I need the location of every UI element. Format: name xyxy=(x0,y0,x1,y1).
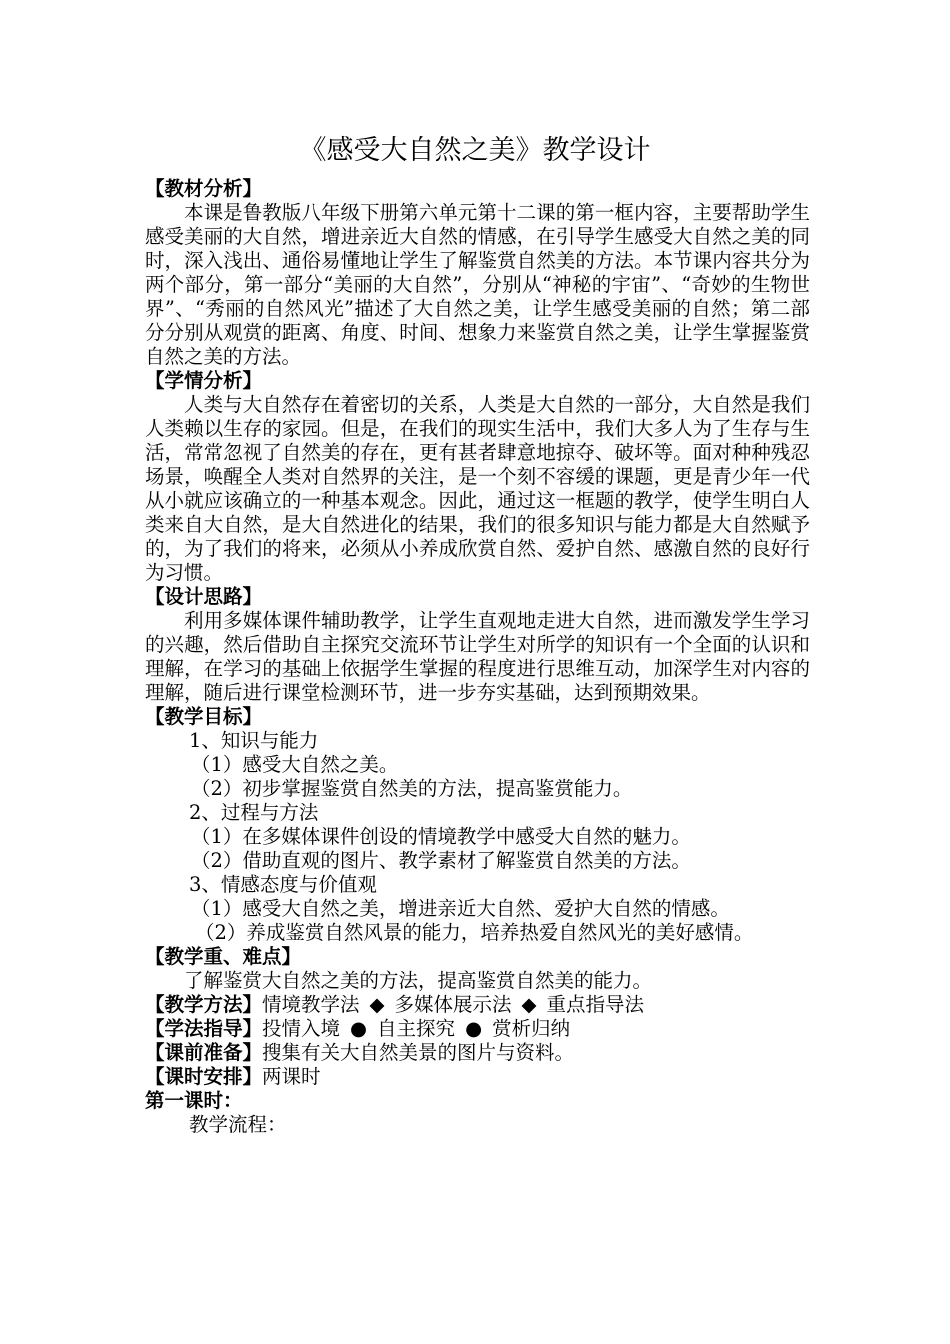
page-title: 《感受大自然之美》教学设计 xyxy=(299,135,651,166)
section-heading-keypoints: 【教学重、难点】 xyxy=(145,945,302,968)
goal-item: （1）感受大自然之美，增进亲近大自然、爱护大自然的情感。 xyxy=(191,897,730,920)
circle-bullet-icon: ● xyxy=(350,1017,368,1040)
section-heading-methods: 【教学方法】 xyxy=(145,993,263,1016)
goal-item: （1）在多媒体课件创设的情境教学中感受大自然的魅力。 xyxy=(191,825,691,848)
material-paragraph: 本课是鲁教版八年级下册第六单元第十二课的第一框内容，主要帮助学生感受美丽的大自然，增进亲近大自然的情感，在引导学生感受大自然之美的同时，深入浅出、通俗易懂地让学生了解鉴赏自然美的方法。本节课内容共分为两个部分，第一部分“美丽的大自然”，分别从“神秘的宇宙”、“奇妙的生物世界”、“秀丽的自然风光”描述了大自然之美，让学生感受美丽的自然；第二部分分别从观赏的距离、角度、时间、想象力来鉴赏自然之美，让学生掌握鉴赏自然之美的方法。 xyxy=(145,201,810,368)
prep-line xyxy=(145,1041,810,1065)
methods-line xyxy=(145,993,810,1017)
teaching-flow-label: 教学流程： xyxy=(189,1113,287,1136)
first-lesson-heading: 第一课时： xyxy=(145,1089,243,1112)
learning-item: 赏析归纳 xyxy=(492,1017,571,1040)
section-heading-design: 【设计思路】 xyxy=(145,585,263,608)
learning-line xyxy=(145,1017,810,1041)
schedule-text: 两课时 xyxy=(262,1065,321,1088)
method-item: 多媒体展示法 xyxy=(394,993,512,1016)
goal-item: （1）感受大自然之美。 xyxy=(191,753,399,776)
goal-item: （2）养成鉴赏自然风景的能力，培养热爱自然风光的美好感情。 xyxy=(195,921,754,944)
goal-knowledge-heading: 1、知识与能力 xyxy=(189,729,319,752)
schedule-line xyxy=(145,1065,810,1089)
circle-bullet-icon: ● xyxy=(465,1017,483,1040)
learning-item: 自主探究 xyxy=(377,1017,456,1040)
learning-item: 投情入境 xyxy=(262,1017,341,1040)
students-paragraph: 人类与大自然存在着密切的关系，人类是大自然的一部分，大自然是我们人类赖以生存的家园。但是，在我们的现实生活中，我们大多人为了生存与生活，常常忽视了自然美的存在，更有甚者肆意地掠夺、破坏等。面对种种残忍场景，唤醒全人类对自然界的关注，是一个刻不容缓的课题，更是青少年一代从小就应该确立的一种基本观念。因此，通过这一框题的教学，使学生明白人类来自大自然，是大自然进化的结果，我们的很多知识与能力都是大自然赋予的，为了我们的将来，必须从小养成欣赏自然、爱护自然、感激自然的良好行为习惯。 xyxy=(145,393,810,584)
design-paragraph: 利用多媒体课件辅助教学，让学生直观地走进大自然，进而激发学生学习的兴趣，然后借助自主探究交流环节让学生对所学的知识有一个全面的认识和理解，在学习的基础上依据学生掌握的程度进行思维互动，加深学生对内容的理解，随后进行课堂检测环节，进一步夯实基础，达到预期效果。 xyxy=(145,609,810,704)
section-heading-goals: 【教学目标】 xyxy=(145,705,263,728)
goal-attitude-heading: 3、情感态度与价值观 xyxy=(189,873,377,896)
section-heading-prep: 【课前准备】 xyxy=(145,1041,263,1064)
diamond-bullet-icon: ◆ xyxy=(521,993,537,1016)
prep-text: 搜集有关大自然美景的图片与资料。 xyxy=(262,1041,575,1064)
goal-item: （2）借助直观的图片、教学素材了解鉴赏自然美的方法。 xyxy=(191,849,691,872)
method-item: 情境教学法 xyxy=(262,993,360,1016)
method-item: 重点指导法 xyxy=(546,993,645,1016)
section-heading-students: 【学情分析】 xyxy=(145,369,263,392)
section-heading-learning: 【学法指导】 xyxy=(145,1017,263,1040)
goal-process-heading: 2、过程与方法 xyxy=(189,801,319,824)
keypoints-paragraph: 了解鉴赏大自然之美的方法，提高鉴赏自然美的能力。 xyxy=(184,969,653,992)
goal-item: （2）初步掌握鉴赏自然美的方法，提高鉴赏能力。 xyxy=(191,777,633,800)
diamond-bullet-icon: ◆ xyxy=(369,993,385,1016)
section-heading-material: 【教材分析】 xyxy=(145,177,263,200)
document-body xyxy=(145,177,810,1137)
section-heading-schedule: 【课时安排】 xyxy=(145,1065,263,1088)
